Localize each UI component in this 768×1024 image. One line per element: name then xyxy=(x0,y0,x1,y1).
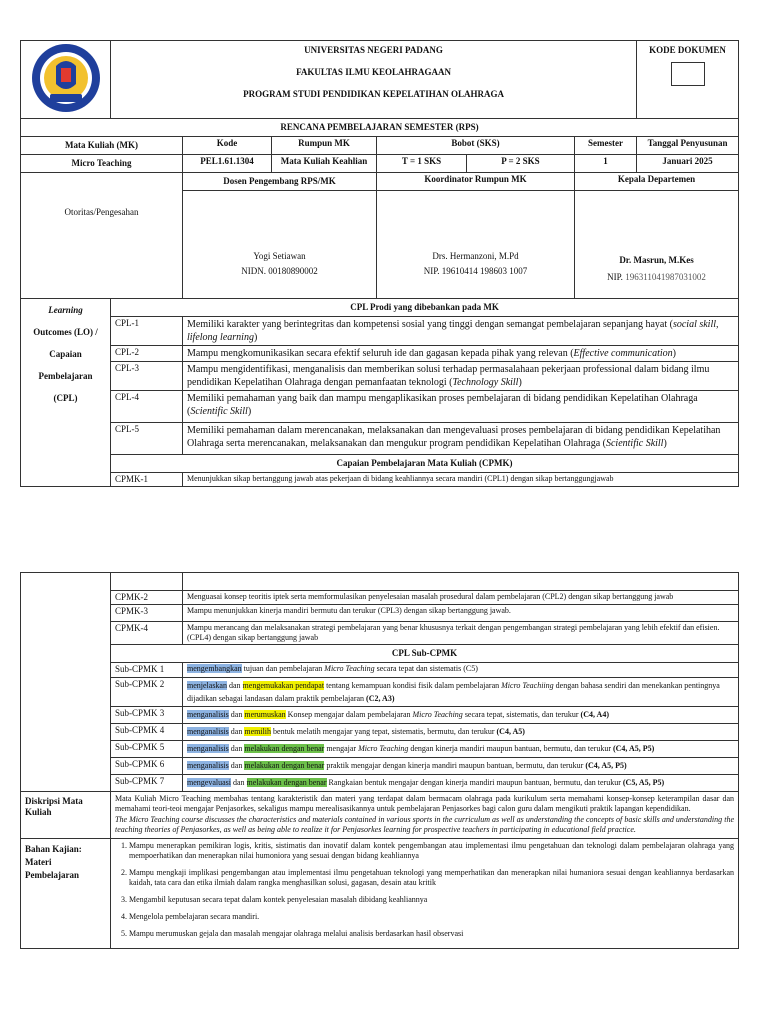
tanggal-header: Tanggal Penyusunan xyxy=(637,137,739,155)
sub-cpmk-text: menganalisis dan melakukan dengan benar mengajar Micro Teaching dengan kinerja mandiri maupun bantuan, bermutu, dan terukur (C4, A5, P5) xyxy=(183,741,739,758)
kode-dokumen-box xyxy=(671,62,705,86)
semester-header: Semester xyxy=(575,137,637,155)
cpl-header: CPL Prodi yang dibebankan pada MK xyxy=(111,299,739,317)
cpmk-code: CPMK-2 xyxy=(111,591,183,605)
mk-header: Mata Kuliah (MK) xyxy=(21,137,183,155)
lo-label-1: Learning xyxy=(48,305,83,315)
sub-cpmk-code: Sub-CPMK 4 xyxy=(111,724,183,741)
cpl-code: CPL-2 xyxy=(111,346,183,362)
cpl-code: CPL-5 xyxy=(111,423,183,455)
lo-label-5: (CPL) xyxy=(53,393,78,403)
bahan-item: 3. Mengambil keputusan secara tepat dalam kontek penyelesaian masalah dibidang keahliannya xyxy=(129,895,734,905)
course-tanggal: Januari 2025 xyxy=(637,155,739,173)
cpl-text: Mampu mengkomunikasikan secara efektif seluruh ide dan gagasan kepada pihak yang relevan (Effective communication) xyxy=(183,346,739,362)
cpmk-code: CPMK-3 xyxy=(111,605,183,622)
sub-cpmk-text: menganalisis dan merumuskan Konsep mengajar dalam pembelajaran Micro Teaching secara tepat, sistematis, dan terukur (C4, A4) xyxy=(183,707,739,724)
sub-cpmk-code: Sub-CPMK 3 xyxy=(111,707,183,724)
rps-title: RENCANA PEMBELAJARAN SEMESTER (RPS) xyxy=(21,119,739,137)
kepala-id: 196311041987031002 xyxy=(625,272,706,282)
deskripsi-label: Diskripsi Mata Kuliah xyxy=(21,792,111,839)
cpmk-code: CPMK-1 xyxy=(111,473,183,487)
otoritas-label-cell xyxy=(21,173,183,299)
bahan-label-cell xyxy=(21,839,111,949)
cpmk-text: Mampu menunjukkan kinerja mandiri bermutu dan terukur (CPL3) dengan sikap bertanggung jawab. xyxy=(183,605,739,622)
koordinator-id: NIP. 19610414 198603 1007 xyxy=(423,266,528,276)
cpl-code: CPL-3 xyxy=(111,362,183,391)
kode-header: Kode xyxy=(183,137,272,155)
kepala-header: Kepala Departemen xyxy=(575,173,739,191)
kode-dokumen-label: KODE DOKUMEN xyxy=(649,45,726,55)
sub-cpmk-text: mengembangkan tujuan dan pembelajaran Micro Teaching secara tepat dan sistematis (C5) xyxy=(183,663,739,678)
deskripsi-text-id: Mata Kuliah Micro Teaching membahas tentang karakteristik dan materi yang terdapat dalam bermacam olahraga pada kurikulum serta memahami konsep-konsep keterampilan dasar dan memahami teori-teoi mengajar Penjasorkes, sekaligus mampu merealisasikannya untuk pembelajaran Penjasorkes bagi calon guru dalam mengikuti praktik lapangan kependidikan. xyxy=(115,794,734,813)
dosen-header: Dosen Pengembang RPS/MK xyxy=(183,173,377,191)
course-t-sks: T = 1 SKS xyxy=(377,155,467,173)
bobot-header: Bobot (SKS) xyxy=(377,137,575,155)
koordinator-header: Koordinator Rumpun MK xyxy=(377,173,575,191)
cpl-text: Memiliki pemahaman yang baik dan mampu mengaplikasikan proses pembelajaran di bidang pendidikan Kepelatihan Olahraga (Scientific Skill) xyxy=(183,391,739,423)
deskripsi-text xyxy=(111,792,739,839)
sub-cpmk-text: menganalisis dan memilih bentuk melatih mengajar yang tepat, sistematis, bermutu, dan terukur (C4, A5) xyxy=(183,724,739,741)
kepala-id-line xyxy=(579,272,734,283)
bahan-list xyxy=(115,841,734,939)
sub-cpmk-code: Sub-CPMK 7 xyxy=(111,775,183,792)
otoritas-label: Otoritas/Pengesahan xyxy=(64,207,139,217)
lo-label-cell xyxy=(21,299,111,487)
program-name: PROGRAM STUDI PENDIDIKAN KEPELATIHAN OLAHRAGA xyxy=(243,89,504,99)
bahan-list-cell xyxy=(111,839,739,949)
faculty-name: FAKULTAS ILMU KEOLAHRAGAAN xyxy=(296,67,451,77)
bahan-label-3: Pembelajaran xyxy=(25,870,79,880)
course-p-sks: P = 2 SKS xyxy=(467,155,575,173)
course-name: Micro Teaching xyxy=(21,155,183,173)
course-rumpun: Mata Kuliah Keahlian xyxy=(272,155,377,173)
kepala-sign-cell xyxy=(575,191,739,299)
cpmk-text: Menguasai konsep teoritis iptek serta memformulasikan penyelesaian masalah prosedural dalam pembelajaran (CPL2) dengan sikap bertanggung jawab xyxy=(183,591,739,605)
university-name: UNIVERSITAS NEGERI PADANG xyxy=(304,45,443,55)
cpmk-header: Capaian Pembelajaran Mata Kuliah (CPMK) xyxy=(111,455,739,473)
cpmk-code: CPMK-4 xyxy=(111,622,183,645)
koordinator-name: Drs. Hermanzoni, M.Pd xyxy=(432,251,519,261)
lo-label-3: Capaian xyxy=(49,349,82,359)
empty-cell xyxy=(183,573,739,591)
deskripsi-text-en: The Micro Teaching course discusses the characteristics and materials contained in various sports in the curriculum as well as understanding the concepts of basic skills and understanding the teaching theories of Penjasorkes, as well as being able to realize it for Penjasorkes learning for prospective teachers in participating in educational field practice. xyxy=(115,815,734,834)
sub-cpmk-text: menganalisis dan melakukan dengan benar praktik mengajar dengan kinerja mandiri maupun bantuan, bermutu, dan terukur (C4, A5, P5) xyxy=(183,758,739,775)
bahan-item: 5. Mampu merumuskan gejala dan masalah mengajar olahraga melalui analisis berdasarkan hasil observasi xyxy=(129,929,734,939)
cpl-text: Memiliki pemahaman dalam merencanakan, melaksanakan dan mengevaluasi proses pembelajaran di bidang pendidikan Kepelatihan Olahraga serta merencanakan, melaksanakan dan mengukur program pendidikan Kepelatihan Olahraga (Scientific Skill) xyxy=(183,423,739,455)
kepala-id-label: NIP. xyxy=(607,272,623,282)
cpmk-text: Menunjukkan sikap bertanggung jawab atas pekerjaan di bidang keahliannya secara mandiri (CPL1) dengan sikap bertanggungjawab xyxy=(183,473,739,487)
sub-cpmk-code: Sub-CPMK 1 xyxy=(111,663,183,678)
sub-cpmk-code: Sub-CPMK 2 xyxy=(111,678,183,707)
logo-cell xyxy=(21,41,111,119)
dosen-sign-cell xyxy=(183,191,377,299)
cpl-text: Mampu mengidentifikasi, menganalisis dan memberikan solusi terhadap permasalahaan pekerjaan professional dalam bidang ilmu pendidikan Kepelatihan Olahraga dengan pemanfaatan teknologi (Technology Skill) xyxy=(183,362,739,391)
cpmk-text: Mampu merancang dan melaksanakan strategi pembelajaran yang benar khususnya terkait dengan pengembangan strategi pembelajaran yang lebih efektif dan efisien. (CPL4) dengan sikap bertanggung jawab xyxy=(183,622,739,645)
lo-label-4: Pembelajaran xyxy=(38,371,93,381)
cpl-code: CPL-1 xyxy=(111,317,183,346)
bahan-item: 1. Mampu menerapkan pemikiran logis, kritis, sistimatis dan inovatif dalam kontek pengembangan atau implementasi ilmu pengetahuan dan teknologi dalam pembelajaran olahraga yang mempoerhatikan dan menerapkan nilai humoniora yang sesuai dengan bidang keahliannya xyxy=(129,841,734,861)
sub-cpmk-code: Sub-CPMK 5 xyxy=(111,741,183,758)
sub-cpmk-text: menjelaskan dan mengemukakan pendapat tentang kemampuan kondisi fisik dalam pembelajaran Micro Teachiing dengan bahasa sendiri dan menekankan pentingnya dijadikan sebagai landasan dalam praktik pembelajaran (C2, A3) xyxy=(183,678,739,707)
kepala-name: Dr. Masrun, M.Kes xyxy=(619,255,694,265)
unp-logo xyxy=(30,42,102,114)
kode-dokumen-cell xyxy=(637,41,739,119)
course-semester: 1 xyxy=(575,155,637,173)
cpl-code: CPL-4 xyxy=(111,391,183,423)
rumpun-header: Rumpun MK xyxy=(272,137,377,155)
bahan-label-1: Bahan Kajian: xyxy=(25,844,82,854)
dosen-id: NIDN. 00180890002 xyxy=(241,266,318,276)
rps-table-page-1 xyxy=(20,40,739,487)
header-title-cell xyxy=(111,41,637,119)
koordinator-sign-cell xyxy=(377,191,575,299)
bahan-item: 2. Mampu mengkaji implikasi pengembangan atau implementasi ilmu pengetahuan teknologi yang memperhatikan dan menerapkan nilai humaniora sesuai dengan keahliannya berdasarkan kaidah, tata cara dan etika ilmiah dalam rangka menghasilkan solusi, gagasan, desain atau kritik xyxy=(129,868,734,888)
sub-cpmk-header: CPL Sub-CPMK xyxy=(111,645,739,663)
lo-label-2: Outcomes (LO) / xyxy=(33,327,98,337)
bahan-label-2: Materi xyxy=(25,857,52,867)
lo-label-continued xyxy=(21,573,111,792)
course-kode: PEL1.61.1304 xyxy=(183,155,272,173)
cpl-text: Memiliki karakter yang berintegritas dan kompetensi sosial yang tinggi dengan semangat pembelajaran sepanjang hayat (social skill, lifelong learning) xyxy=(183,317,739,346)
rps-table-page-2 xyxy=(20,572,739,949)
bahan-item: 4. Mengelola pembelajaran secara mandiri. xyxy=(129,912,734,922)
empty-cell xyxy=(111,573,183,591)
sub-cpmk-code: Sub-CPMK 6 xyxy=(111,758,183,775)
sub-cpmk-text: mengevaluasi dan melakukan dengan benar Rangkaian bentuk mengajar dengan kinerja mandiri maupun bantuan, bermutu, dan terukur (C5, A5, P5) xyxy=(183,775,739,792)
dosen-name: Yogi Setiawan xyxy=(253,251,306,261)
